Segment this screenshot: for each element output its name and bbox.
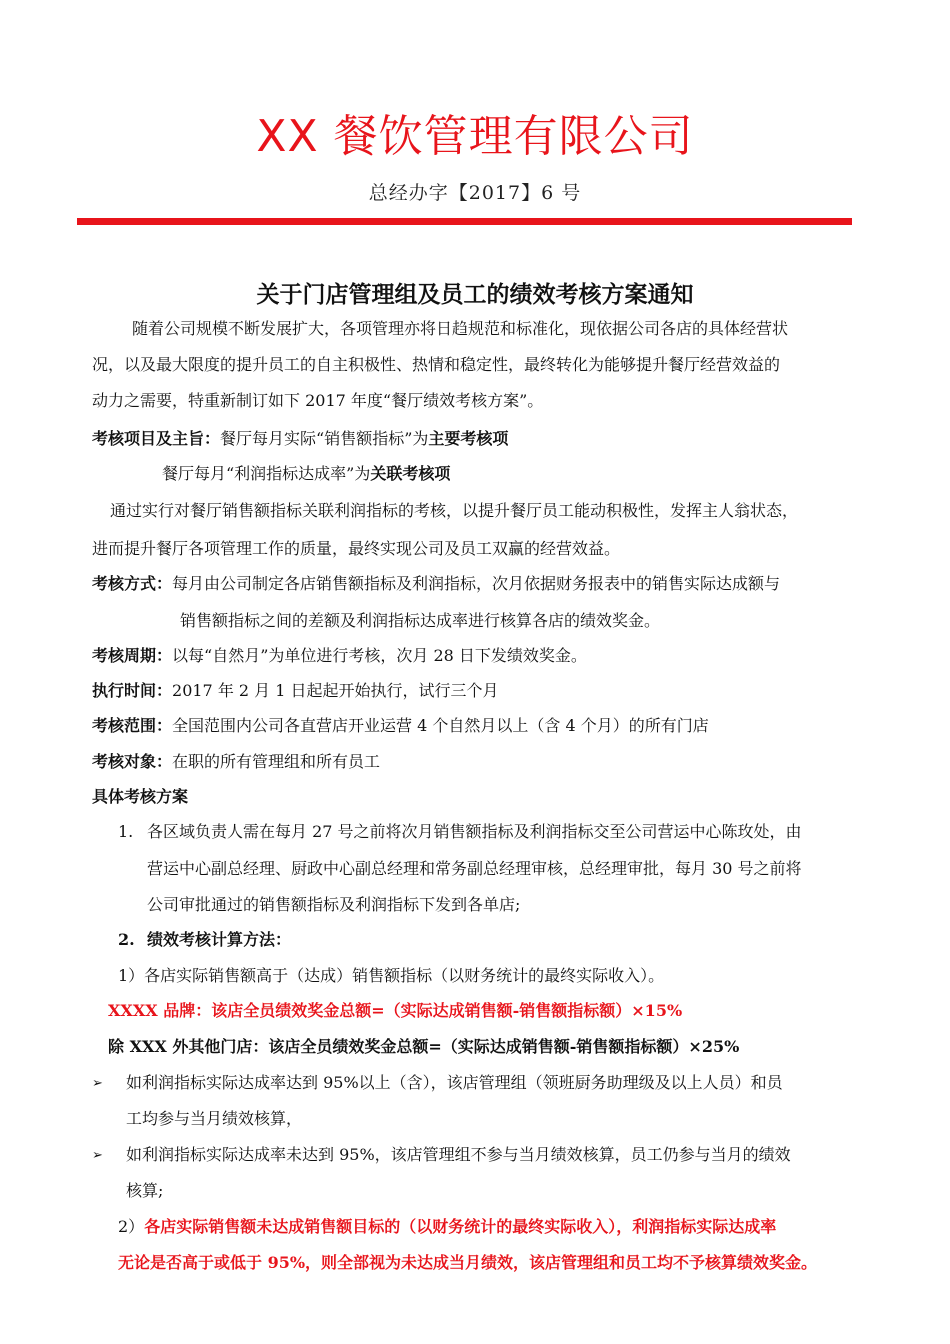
purpose-row-1 <box>92 428 508 450</box>
arrow-bullet-icon: ➢ <box>92 1148 103 1163</box>
sub2-line-1: 各店实际销售额未达成销售额目标的（以财务统计的最终实际收入），利润指标实际达成率 <box>144 1217 777 1236</box>
item1-line-3: 公司审批通过的销售额指标及利润指标下发到各单店; <box>147 895 521 914</box>
target-text: 在职的所有管理组和所有员工 <box>172 752 381 771</box>
intro-line-1: 随着公司规模不断发展扩大，各项管理亦将日趋规范和标准化，现依据公司各店的具体经营状 <box>132 319 789 338</box>
intro-line-2: 况，以及最大限度的提升员工的自主积极性、热情和稳定性，最终转化为能够提升餐厅经营效益的 <box>92 355 781 374</box>
scope-row <box>92 715 709 737</box>
formula-xxxx-brand: XXXX 品牌：该店全员绩效奖金总额=（实际达成销售额-销售额指标额）×15% <box>108 1001 683 1020</box>
method-label: 考核方式： <box>92 574 173 593</box>
item2-number: 2. <box>118 930 135 949</box>
period-text: 以每“自然月”为单位进行考核，次月 28 日下发绩效奖金。 <box>172 646 587 665</box>
purpose-text-2: 餐厅每月“利润指标达成率”为 <box>162 464 371 483</box>
purpose-label: 考核项目及主旨： <box>92 429 221 448</box>
method-row-1 <box>92 573 780 595</box>
exec-time-label: 执行时间： <box>92 681 173 700</box>
bullet2-line-2: 核算; <box>126 1181 164 1200</box>
scope-label: 考核范围： <box>92 716 173 735</box>
sub2-prefix: 2） <box>118 1217 145 1236</box>
exec-time-text: 2017 年 2 月 1 日起起开始执行，试行三个月 <box>172 681 499 700</box>
sub1-text: 1）各店实际销售额高于（达成）销售额指标（以财务统计的最终实际收入）。 <box>118 966 665 985</box>
period-row <box>92 645 587 667</box>
bullet1-line-2: 工均参与当月绩效核算， <box>126 1109 303 1128</box>
purpose-desc-line-1: 通过实行对餐厅销售额指标关联利润指标的考核，以提升餐厅员工能动积极性，发挥主人翁状态， <box>110 501 799 520</box>
formula-other-stores: 除 XXX 外其他门店：该店全员绩效奖金总额=（实际达成销售额-销售额指标额）×25% <box>108 1037 740 1056</box>
arrow-bullet-icon: ➢ <box>92 1076 103 1091</box>
item1-line-2: 营运中心副总经理、厨政中心副总经理和常务副总经理审核，总经理审批，每月 30 号之前将 <box>147 859 802 878</box>
purpose-bold-1: 主要考核项 <box>428 429 509 448</box>
item1-line-1: 各区域负责人需在每月 27 号之前将次月销售额指标及利润指标交至公司营运中心陈玫处，由 <box>147 822 802 841</box>
period-label: 考核周期： <box>92 646 173 665</box>
sub2-line-2: 无论是否高于或低于 95%，则全部视为未达成当月绩效，该店管理组和员工均不予核算绩效奖金。 <box>118 1253 818 1272</box>
exec-time-row <box>92 680 499 702</box>
method-line-2: 销售额指标之间的差额及利润指标达成率进行核算各店的绩效奖金。 <box>180 611 661 630</box>
intro-line-3: 动力之需要，特重新制订如下 2017 年度“餐厅绩效考核方案”。 <box>92 391 544 410</box>
notice-title: 关于门店管理组及员工的绩效考核方案通知 <box>256 281 694 308</box>
purpose-row-2 <box>162 463 450 485</box>
bullet1-line-1: 如利润指标实际达成率达到 95%以上（含），该店管理组（领班厨务助理级及以上人员）和员 <box>126 1073 783 1092</box>
item2-text: 绩效考核计算方法： <box>147 930 292 949</box>
plan-heading: 具体考核方案 <box>92 787 189 806</box>
scope-text: 全国范围内公司各直营店开业运营 4 个自然月以上（含 4 个月）的所有门店 <box>172 716 709 735</box>
purpose-desc-line-2: 进而提升餐厅各项管理工作的质量，最终实现公司及员工双赢的经营效益。 <box>92 539 621 558</box>
bullet2-line-1: 如利润指标实际达成率未达到 95%，该店管理组不参与当月绩效核算，员工仍参与当月的绩效 <box>126 1145 791 1164</box>
company-name: XX 餐饮管理有限公司 <box>256 111 694 162</box>
item1-number: 1. <box>118 822 134 841</box>
purpose-bold-2: 关联考核项 <box>370 464 451 483</box>
target-row <box>92 751 380 773</box>
header-divider <box>77 218 852 225</box>
purpose-text-1: 餐厅每月实际“销售额指标”为 <box>220 429 429 448</box>
target-label: 考核对象： <box>92 752 173 771</box>
sub2-row-1 <box>118 1216 776 1238</box>
document-number: 总经办字【2017】6 号 <box>368 182 582 204</box>
method-text-1: 每月由公司制定各店销售额指标及利润指标，次月依据财务报表中的销售实际达成额与 <box>172 574 781 593</box>
